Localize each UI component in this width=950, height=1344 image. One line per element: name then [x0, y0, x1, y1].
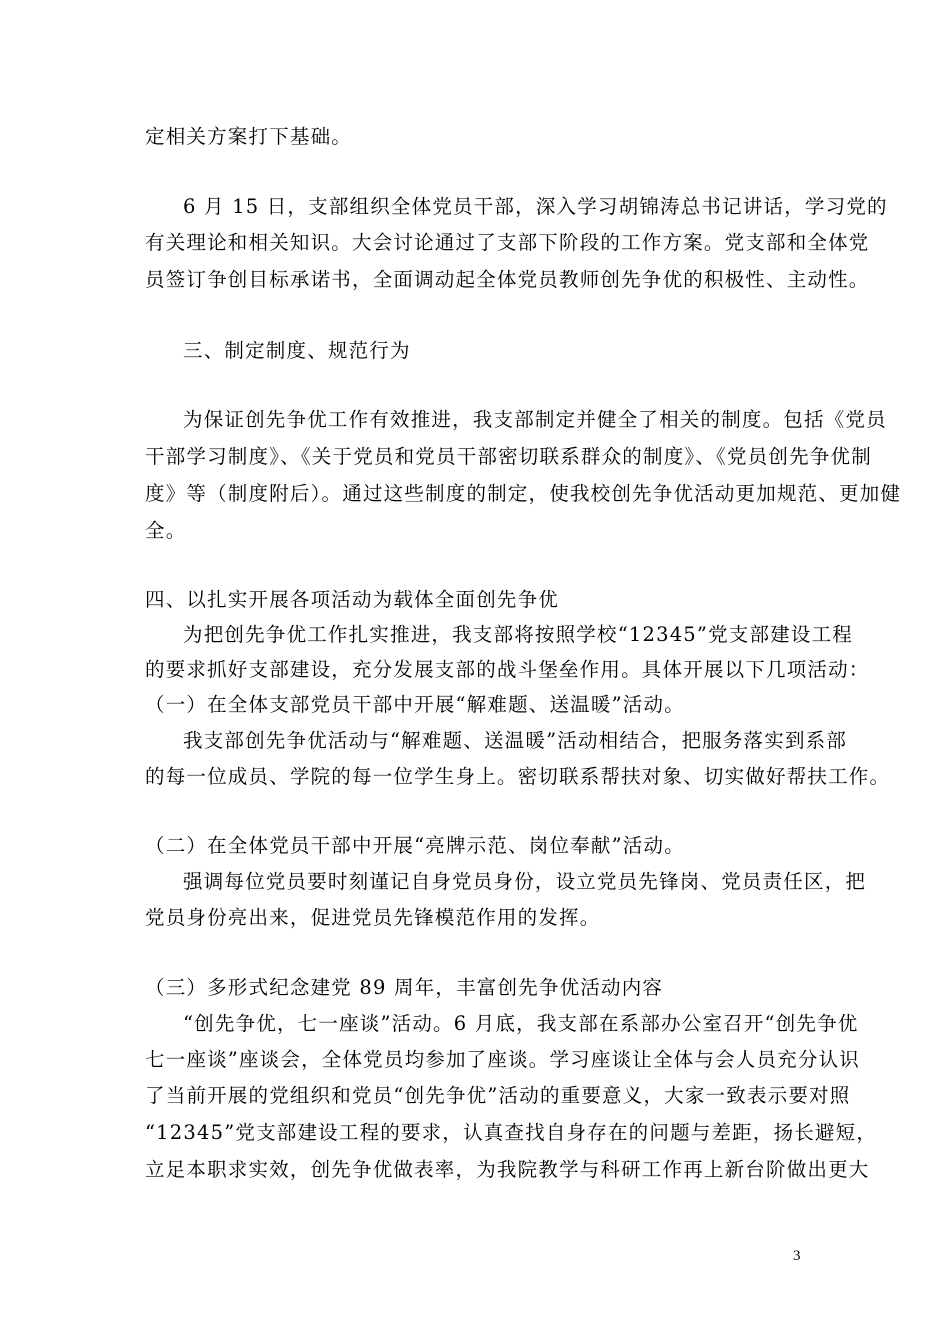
subsection-heading: （二）在全体党员干部中开展“亮牌示范、岗位奉献”活动。 [145, 834, 685, 857]
text-line: 6 月 15 日，支部组织全体党员干部，深入学习胡锦涛总书记讲话，学习党的 [183, 195, 888, 218]
text-line: 全。 [145, 519, 187, 542]
text-line: 七一座谈”座谈会，全体党员均参加了座谈。学习座谈让全体与会人员充分认识 [145, 1048, 860, 1071]
text-line: 强调每位党员要时刻谨记自身党员身份，设立党员先锋岗、党员责任区，把 [183, 870, 867, 893]
text-line: 了当前开展的党组织和党员“创先争优”活动的重要意义，大家一致表示要对照 [145, 1084, 851, 1107]
text-line: 党员身份亮出来，促进党员先锋模范作用的发挥。 [145, 906, 601, 929]
text-line: 定相关方案打下基础。 [145, 125, 353, 148]
text-line: 我支部创先争优活动与“解难题、送温暖”活动相结合，把服务落实到系部 [183, 729, 848, 752]
section-heading: 三、制定制度、规范行为 [183, 339, 411, 362]
text-line: 度》等（制度附后）。通过这些制度的制定，使我校创先争优活动更加规范、更加健 [145, 482, 902, 505]
section-heading: 四、以扎实开展各项活动为载体全面创先争优 [145, 588, 560, 611]
text-line: 为保证创先争优工作有效推进，我支部制定并健全了相关的制度。包括《党员 [183, 408, 887, 431]
text-line: 的要求抓好支部建设，充分发展支部的战斗堡垒作用。具体开展以下几项活动： [145, 658, 870, 681]
text-line: “创先争优，七一座谈”活动。6 月底，我支部在系部办公室召开“创先争优 [183, 1012, 859, 1035]
text-line: 的每一位成员、学院的每一位学生身上。密切联系帮扶对象、切实做好帮扶工作。 [145, 765, 891, 788]
text-line: 干部学习制度》、《关于党员和党员干部密切联系群众的制度》、《党员创先争优制 [145, 445, 872, 468]
text-line: 员签订争创目标承诺书，全面调动起全体党员教师创先争优的积极性、主动性。 [145, 268, 870, 291]
subsection-heading: （一）在全体支部党员干部中开展“解难题、送温暖”活动。 [145, 693, 685, 716]
text-line: 有关理论和相关知识。大会讨论通过了支部下阶段的工作方案。党支部和全体党 [145, 231, 870, 254]
text-line: “12345”党支部建设工程的要求，认真查找自身存在的问题与差距，扬长避短， [145, 1121, 878, 1144]
text-line: 立足本职求实效，创先争优做表率，为我院教学与科研工作再上新台阶做出更大 [145, 1158, 870, 1181]
subsection-heading: （三）多形式纪念建党 89 周年，丰富创先争优活动内容 [145, 976, 664, 999]
text-line: 为把创先争优工作扎实推进，我支部将按照学校“12345”党支部建设工程 [183, 623, 853, 646]
page-number: 3 [793, 1248, 801, 1264]
